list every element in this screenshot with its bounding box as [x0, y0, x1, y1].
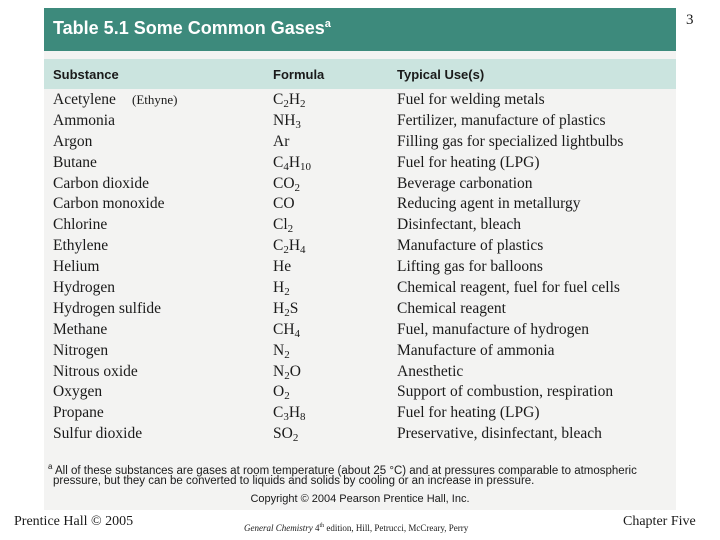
- header-typical-use: Typical Use(s): [397, 67, 485, 82]
- substance-cell: Carbon dioxide: [53, 174, 149, 192]
- formula-cell: $C_3H_8$: [273, 404, 306, 424]
- table-row: [44, 215, 676, 236]
- substance-cell: Ethylene: [53, 237, 109, 255]
- footer-publisher: Prentice Hall © 2005: [14, 514, 134, 529]
- formula-cell: $Cl_2$: [273, 216, 294, 236]
- table-row: [44, 257, 676, 278]
- table-row: [44, 111, 676, 132]
- substance-cell: Chlorine: [53, 216, 108, 234]
- substance-cell: Carbon monoxide: [53, 195, 165, 213]
- typical-use-cell: Preservative, disinfectant, bleach: [397, 425, 602, 443]
- table-header-row: [44, 59, 676, 89]
- header-substance: Substance: [53, 67, 119, 82]
- table-row: [44, 153, 676, 174]
- table-row: [44, 90, 676, 111]
- formula-cell: $O_2$: [273, 383, 290, 403]
- table-row: [44, 424, 676, 445]
- typical-use-cell: Chemical reagent: [397, 299, 506, 317]
- formula-cell: CO: [273, 195, 295, 213]
- header-formula: Formula: [273, 67, 325, 82]
- substance-cell: Sulfur dioxide: [53, 425, 143, 443]
- formula-cell: $CO_2$: [273, 174, 301, 194]
- table-body: [44, 90, 676, 445]
- formula-cell: $SO_2$: [273, 425, 299, 445]
- formula-cell: $H_2S$: [273, 299, 299, 319]
- typical-use-cell: Fuel for welding metals: [397, 91, 545, 108]
- formula-cell: $H_2$: [273, 279, 290, 299]
- substance-cell: Nitrogen: [53, 341, 109, 359]
- substance-cell: Helium: [53, 258, 100, 276]
- table-title-bar: [44, 8, 676, 51]
- table-row: [44, 320, 676, 341]
- table-row: [44, 278, 676, 299]
- formula-cell: Ar: [273, 132, 290, 150]
- typical-use-cell: Manufacture of ammonia: [397, 341, 555, 359]
- table-title: Table 5.1 Some Common Gases$^a$: [53, 18, 331, 38]
- substance-cell: Hydrogen sulfide: [53, 299, 162, 317]
- substance-cell: Acetylene: [53, 91, 116, 108]
- footer-chapter: Chapter Five: [623, 514, 696, 529]
- table-row: [44, 382, 676, 403]
- formula-cell: $C_2H_4$: [273, 237, 306, 257]
- table-row: [44, 403, 676, 424]
- typical-use-cell: Chemical reagent, fuel for fuel cells: [397, 279, 620, 297]
- typical-use-cell: Anesthetic: [397, 362, 464, 380]
- typical-use-cell: Fuel, manufacture of hydrogen: [397, 320, 589, 338]
- typical-use-cell: Fuel for heating (LPG): [397, 404, 540, 422]
- footnote-line-1: $^a$ All of these substances are gases at room temperature (about 25 °C) and at pressures comparable to atmospheric: [48, 462, 637, 477]
- substance-cell: Argon: [53, 132, 93, 150]
- formula-cell: $N_2$: [273, 341, 290, 361]
- page-number: 3: [686, 12, 694, 28]
- table-row: [44, 341, 676, 362]
- table-row: [44, 362, 676, 383]
- copyright-line: Copyright © 2004 Pearson Prentice Hall, Inc.: [250, 493, 470, 505]
- substance-cell: Butane: [53, 153, 97, 171]
- alternate-name: (Ethyne): [132, 92, 178, 107]
- typical-use-cell: Filling gas for specialized lightbulbs: [397, 132, 624, 150]
- footer-book-reference: General Chemistry 4th edition, Hill, Petrucci, McCreary, Perry: [244, 523, 469, 533]
- typical-use-cell: Reducing agent in metallurgy: [397, 195, 581, 213]
- formula-cell: $C_2H_2$: [273, 91, 306, 110]
- typical-use-cell: Fertilizer, manufacture of plastics: [397, 111, 606, 129]
- typical-use-cell: Lifting gas for balloons: [397, 258, 543, 276]
- substance-cell: Propane: [53, 404, 104, 422]
- formula-cell: $N_2O$: [273, 362, 301, 382]
- table-row: [44, 299, 676, 320]
- substance-cell: Ammonia: [53, 111, 115, 129]
- typical-use-cell: Beverage carbonation: [397, 174, 533, 192]
- formula-cell: $NH_3$: [273, 111, 301, 131]
- table-row: [44, 132, 676, 153]
- title-footnote-mark: a: [324, 18, 331, 30]
- substance-cell: Oxygen: [53, 383, 103, 401]
- table-row: [44, 174, 676, 195]
- table-panel: [44, 8, 676, 510]
- typical-use-cell: Fuel for heating (LPG): [397, 153, 540, 171]
- table-row: [44, 236, 676, 257]
- formula-cell: He: [273, 258, 292, 276]
- formula-cell: $CH_4$: [273, 320, 301, 340]
- typical-use-cell: Manufacture of plastics: [397, 237, 544, 255]
- formula-cell: $C_4H_{10}$: [273, 153, 312, 173]
- table-row: [44, 194, 676, 215]
- substance-cell: Nitrous oxide: [53, 362, 138, 380]
- typical-use-cell: Disinfectant, bleach: [397, 216, 521, 234]
- typical-use-cell: Support of combustion, respiration: [397, 383, 614, 401]
- footnote-mark: a: [48, 462, 53, 471]
- substance-cell: Methane: [53, 320, 108, 338]
- substance-cell: Hydrogen: [53, 279, 115, 297]
- footnote-line-2: pressure, but they can be converted to liquids and solids by cooling or an increase in pressure.: [53, 475, 535, 487]
